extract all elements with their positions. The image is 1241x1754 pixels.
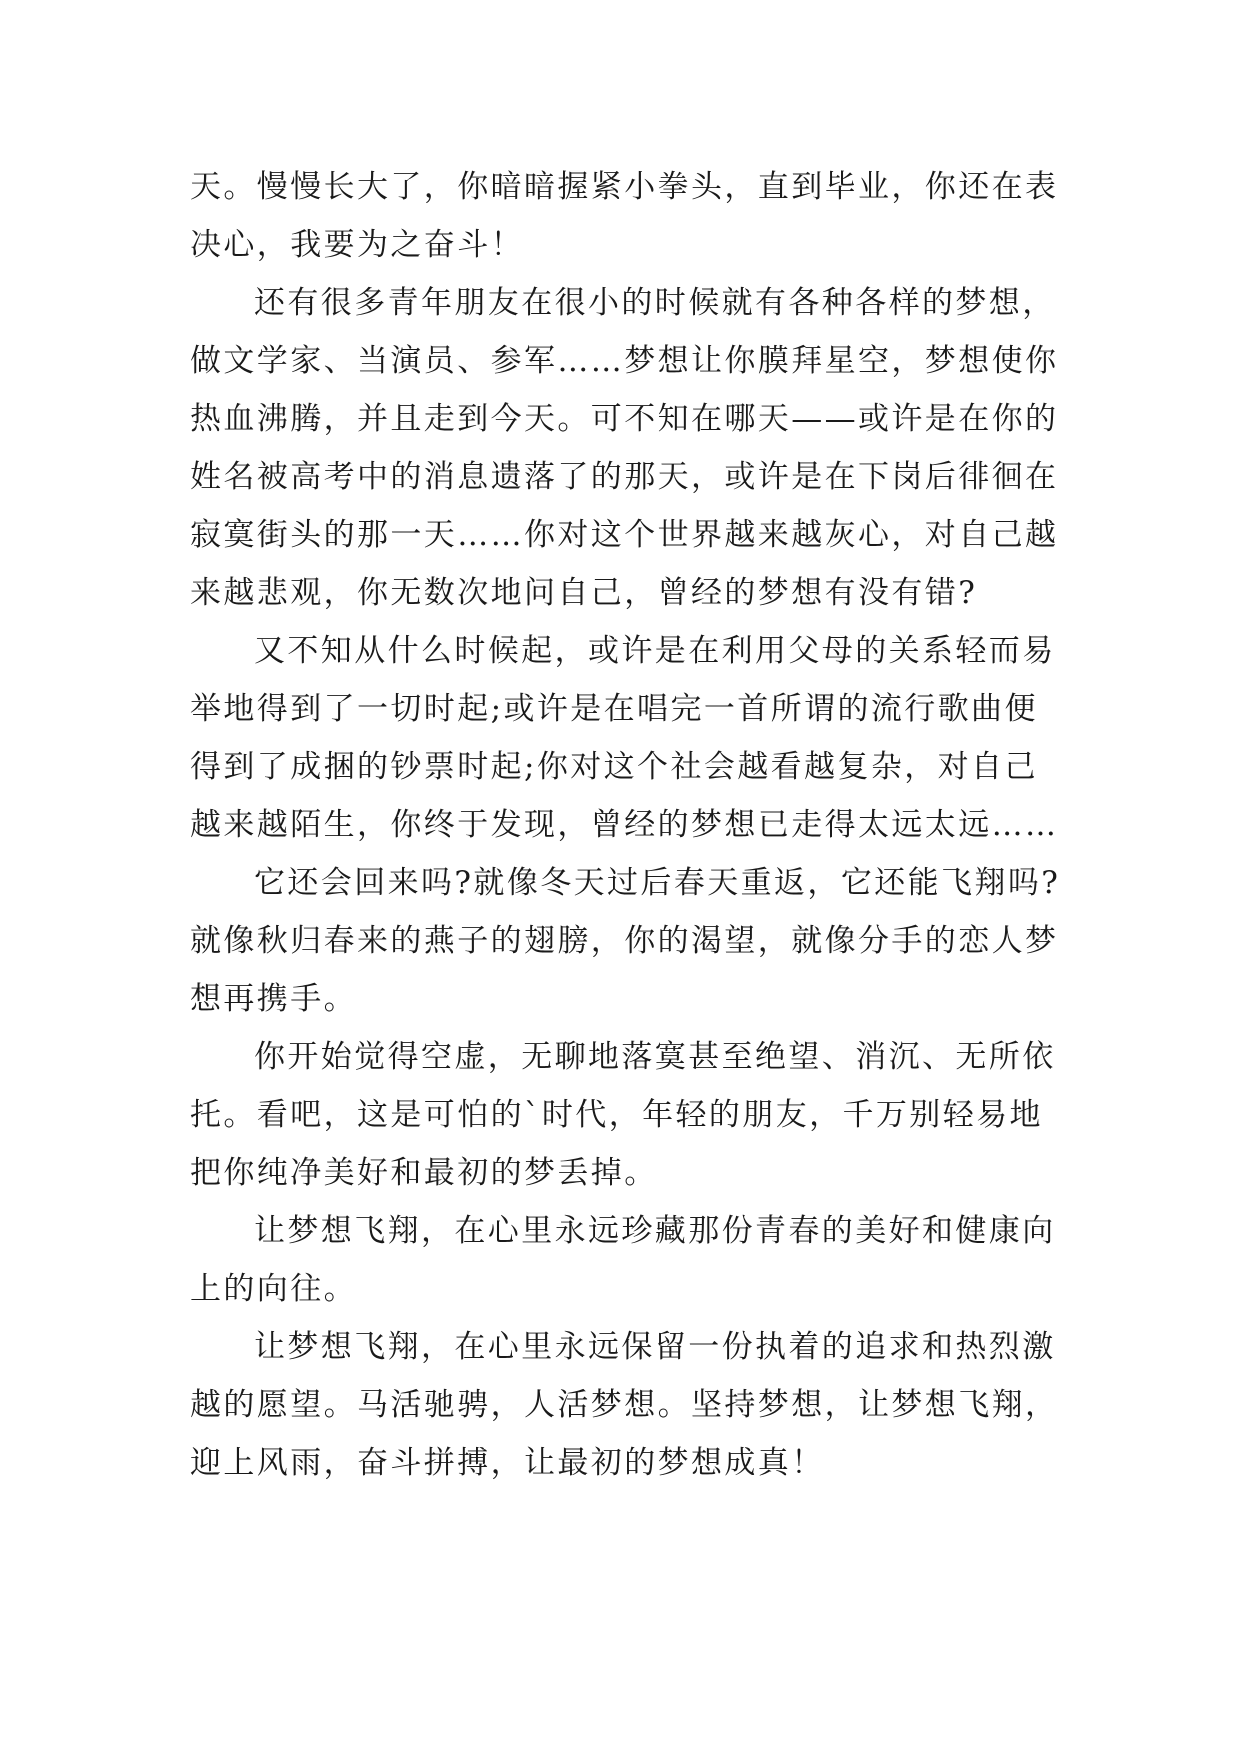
text-line: 让梦想飞翔，在心里永远珍藏那份青春的美好和健康向	[254, 1213, 1056, 1249]
text-line: 又不知从什么时候起，或许是在利用父母的关系轻而易	[254, 633, 1056, 669]
text-line: 姓名被高考中的消息遗落了的那天，或许是在下岗后徘徊在	[190, 459, 1059, 495]
document-body	[190, 158, 1070, 1492]
text-line: 来越悲观，你无数次地问自己，曾经的梦想有没有错?	[190, 575, 978, 611]
text-line: 想再携手。	[190, 981, 357, 1017]
text-line: 迎上风雨，奋斗拼搏，让最初的梦想成真！	[190, 1445, 825, 1481]
text-line: 决心，我要为之奋斗！	[190, 227, 524, 263]
text-line: 寂寞街头的那一天……你对这个世界越来越灰心，对自己越	[190, 517, 1059, 553]
text-line: 让梦想飞翔，在心里永远保留一份执着的追求和热烈激	[254, 1329, 1056, 1365]
text-line: 得到了成捆的钞票时起;你对这个社会越看越复杂，对自己	[190, 749, 1038, 785]
text-line: 热血沸腾，并且走到今天。可不知在哪天——或许是在你的	[190, 401, 1059, 437]
text-line: 把你纯净美好和最初的梦丢掉。	[190, 1155, 658, 1191]
text-line: 越来越陌生，你终于发现，曾经的梦想已走得太远太远……	[190, 807, 1059, 843]
text-line: 它还会回来吗?就像冬天过后春天重返，它还能飞翔吗?	[254, 865, 1061, 901]
text-line: 做文学家、当演员、参军……梦想让你膜拜星空，梦想使你	[190, 343, 1059, 379]
text-line: 你开始觉得空虚，无聊地落寞甚至绝望、消沉、无所依	[254, 1039, 1056, 1075]
text-line: 天。慢慢长大了，你暗暗握紧小拳头，直到毕业，你还在表	[190, 169, 1059, 205]
text-line: 上的向往。	[190, 1271, 357, 1307]
text-line: 还有很多青年朋友在很小的时候就有各种各样的梦想，	[254, 285, 1056, 321]
text-line: 越的愿望。马活驰骋，人活梦想。坚持梦想，让梦想飞翔，	[190, 1387, 1059, 1423]
text-line: 就像秋归春来的燕子的翅膀，你的渴望，就像分手的恋人梦	[190, 923, 1059, 959]
text-line: 托。看吧，这是可怕的`时代，年轻的朋友，千万别轻易地	[190, 1097, 1043, 1133]
text-line: 举地得到了一切时起;或许是在唱完一首所谓的流行歌曲便	[190, 691, 1038, 727]
